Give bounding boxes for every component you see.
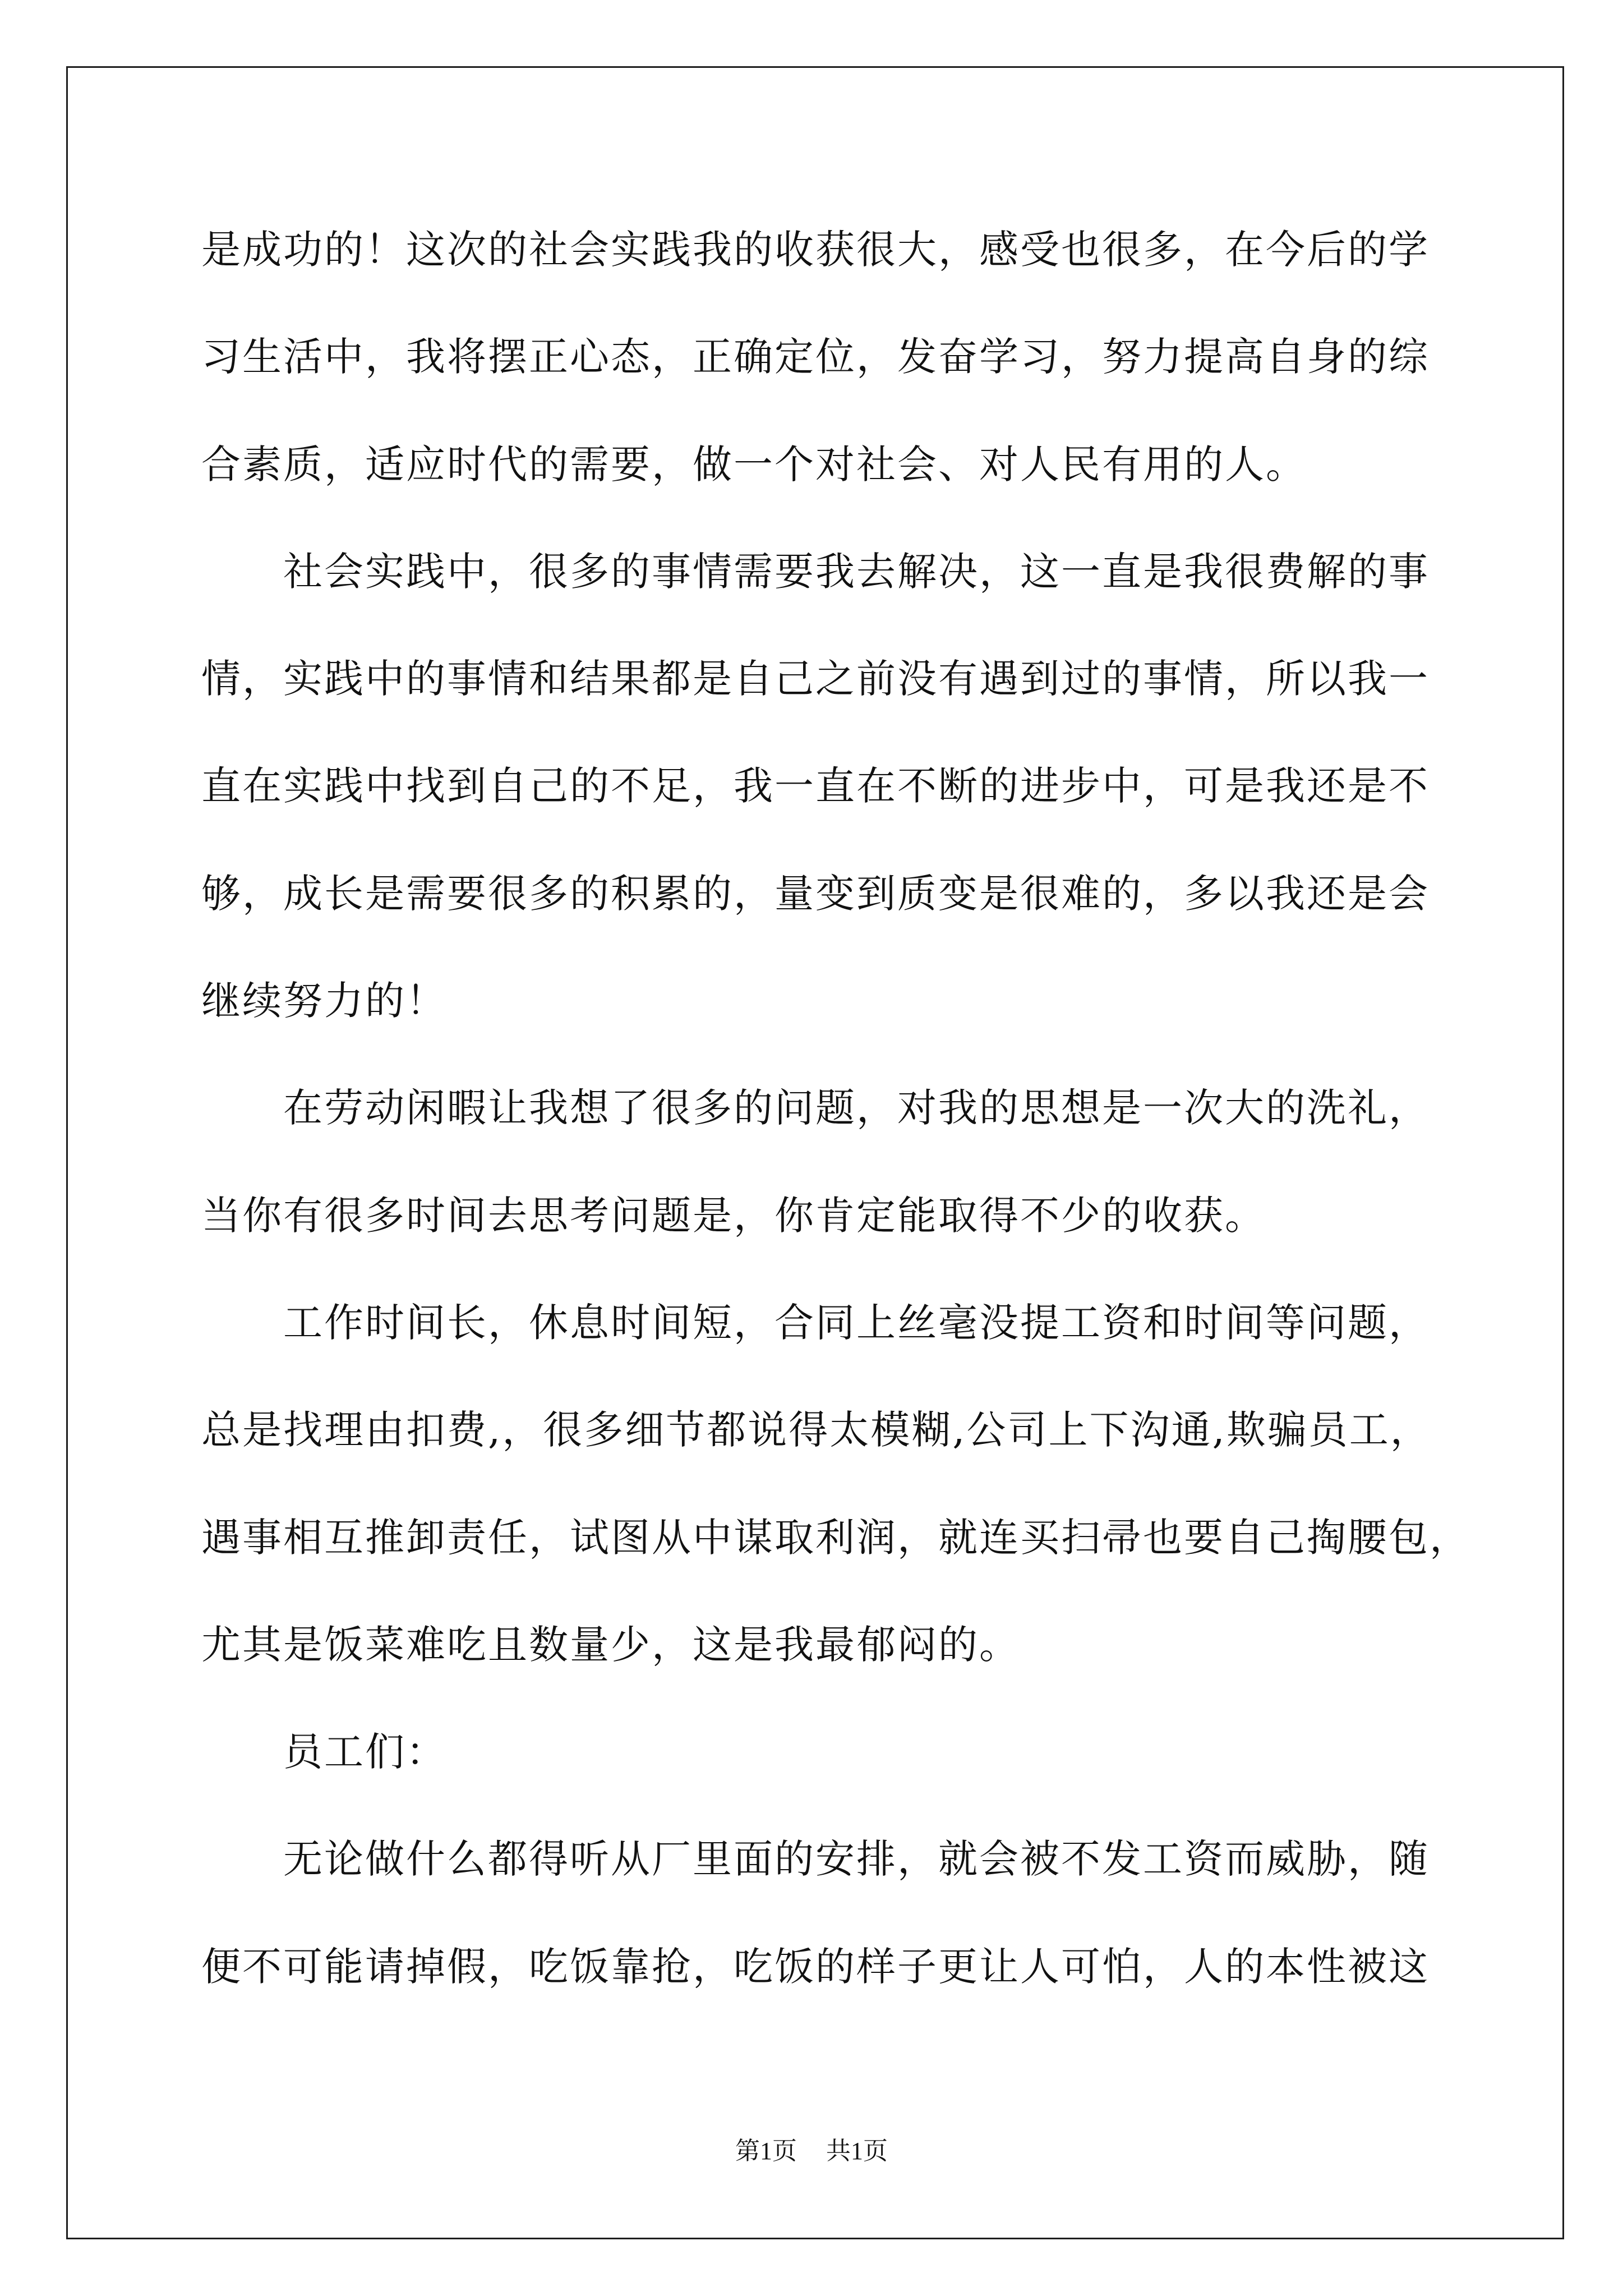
body-text-line: 无论做什么都得听从厂里面的安排，就会被不发工资而威胁，随 xyxy=(283,1836,1430,1883)
body-text-line: 直在实践中找到自己的不足，我一直在不断的进步中，可是我还是不 xyxy=(201,763,1430,809)
body-text-line: 习生活中，我将摆正心态，正确定位，发奋学习，努力提高自身的综 xyxy=(201,334,1430,380)
body-text-line: 情，实践中的事情和结果都是自己之前没有遇到过的事情，所以我一 xyxy=(201,656,1430,702)
paragraph xyxy=(201,1269,1547,1699)
paragraph xyxy=(201,196,1547,518)
paragraph xyxy=(201,1055,1547,1269)
body-text-line: 员工们： xyxy=(283,1729,447,1775)
body-text-line: 当你有很多时间去思考问题是，你肯定能取得不少的收获。 xyxy=(201,1192,1266,1239)
body-text-line: 社会实践中，很多的事情需要我去解决，这一直是我很费解的事 xyxy=(283,548,1430,595)
body-text-line: 尤其是饭菜难吃且数量少，这是我最郁闷的。 xyxy=(201,1621,1020,1668)
body-text-line: 够，成长是需要很多的积累的，量变到质变是很难的，多以我还是会 xyxy=(201,870,1430,917)
body-text-line: 合素质，适应时代的需要，做一个对社会、对人民有用的人。 xyxy=(201,441,1307,487)
body-text-line: 便不可能请掉假，吃饭靠抢，吃饭的样子更让人可怕，人的本性被这 xyxy=(201,1943,1430,1990)
body-text-line: 继续努力的！ xyxy=(201,978,447,1024)
body-text-line: 在劳动闲暇让我想了很多的问题，对我的思想是一次大的洗礼， xyxy=(283,1085,1430,1131)
body-text-line: 工作时间长，休息时间短，合同上丝毫没提工资和时间等问题， xyxy=(283,1299,1430,1346)
paragraph xyxy=(201,1806,1547,2021)
body-text-line: 总是找理由扣费,，很多细节都说得太模糊,公司上下沟通,欺骗员工， xyxy=(201,1407,1431,1453)
body-text-line: 遇事相互推卸责任，试图从中谋取利润，就连买扫帚也要自己掏腰包， xyxy=(201,1514,1470,1561)
paragraph xyxy=(201,1699,1547,1806)
document-body xyxy=(201,196,1547,2021)
paragraph xyxy=(201,518,1547,1055)
page-footer xyxy=(0,2136,1623,2167)
body-text-line: 是成功的！这次的社会实践我的收获很大，感受也很多，在今后的学 xyxy=(201,227,1430,273)
page-count: 共1页 xyxy=(826,2137,888,2165)
page-number: 第1页 xyxy=(735,2137,797,2165)
